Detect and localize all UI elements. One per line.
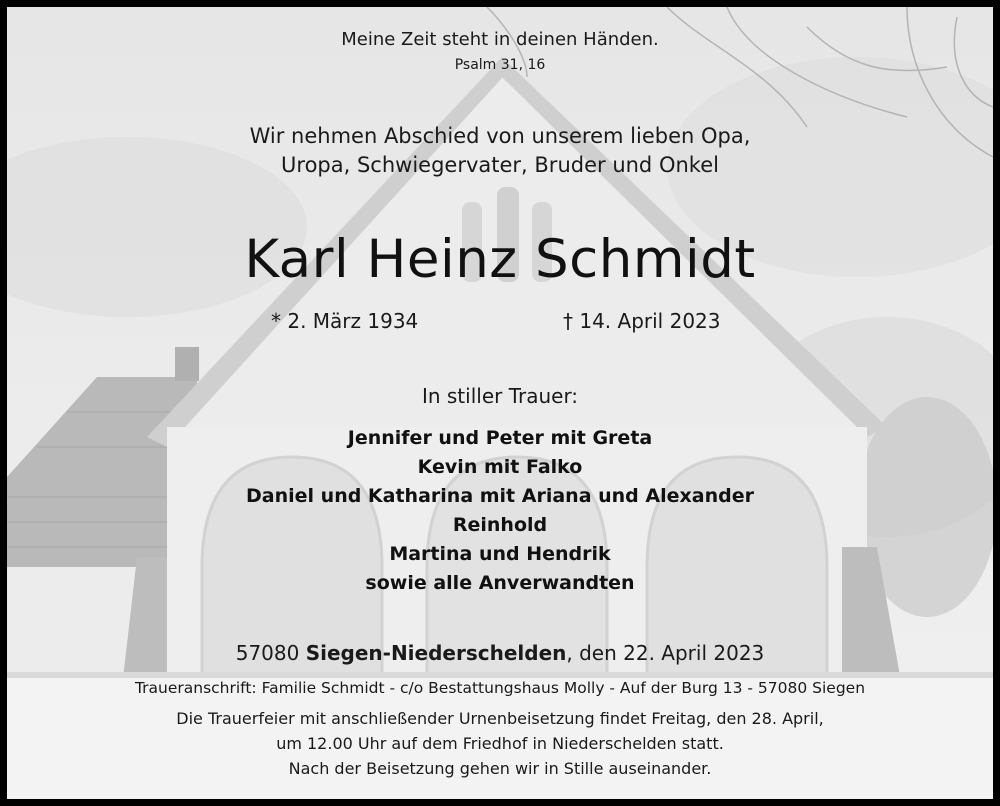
service-info-line: um 12.00 Uhr auf dem Friedhof in Niederschelden statt.	[276, 734, 724, 753]
notice-text	[7, 7, 993, 799]
mourner-line: sowie alle Anverwandten	[365, 572, 635, 594]
death-date: † 14. April 2023	[563, 309, 721, 333]
place-and-date	[7, 641, 993, 665]
town: Siegen-Niederschelden	[305, 641, 567, 665]
mourner-line: Jennifer und Peter mit Greta	[347, 427, 653, 449]
motto-quote: Meine Zeit steht in deinen Händen.	[341, 29, 659, 50]
mourner-line: Reinhold	[452, 514, 548, 536]
postcode: 57080	[235, 641, 300, 665]
motto-source: Psalm 31, 16	[454, 57, 546, 73]
birth-date: * 2. März 1934	[271, 309, 419, 333]
mourner-line: Kevin mit Falko	[417, 456, 583, 478]
intro-line-1: Wir nehmen Abschied von unserem lieben Opa,	[249, 124, 751, 148]
service-info-line: Die Trauerfeier mit anschließender Urnenbeisetzung findet Freitag, den 28. April,	[176, 709, 824, 728]
deceased-name: Karl Heinz Schmidt	[244, 229, 756, 290]
notice-date: , den 22. April 2023	[566, 641, 765, 665]
mourner-line: Daniel und Katharina mit Ariana und Alexander	[246, 485, 754, 507]
mourning-heading: In stiller Trauer:	[421, 384, 579, 408]
service-info-line: Nach der Beisetzung gehen wir in Stille auseinander.	[288, 759, 712, 778]
mourner-line: Martina und Hendrik	[389, 543, 611, 565]
intro-line-2: Uropa, Schwiegervater, Bruder und Onkel	[281, 153, 719, 177]
mourning-address: Traueranschrift: Familie Schmidt - c/o Bestattungshaus Molly - Auf der Burg 13 - 57080 Siegen	[134, 679, 866, 697]
